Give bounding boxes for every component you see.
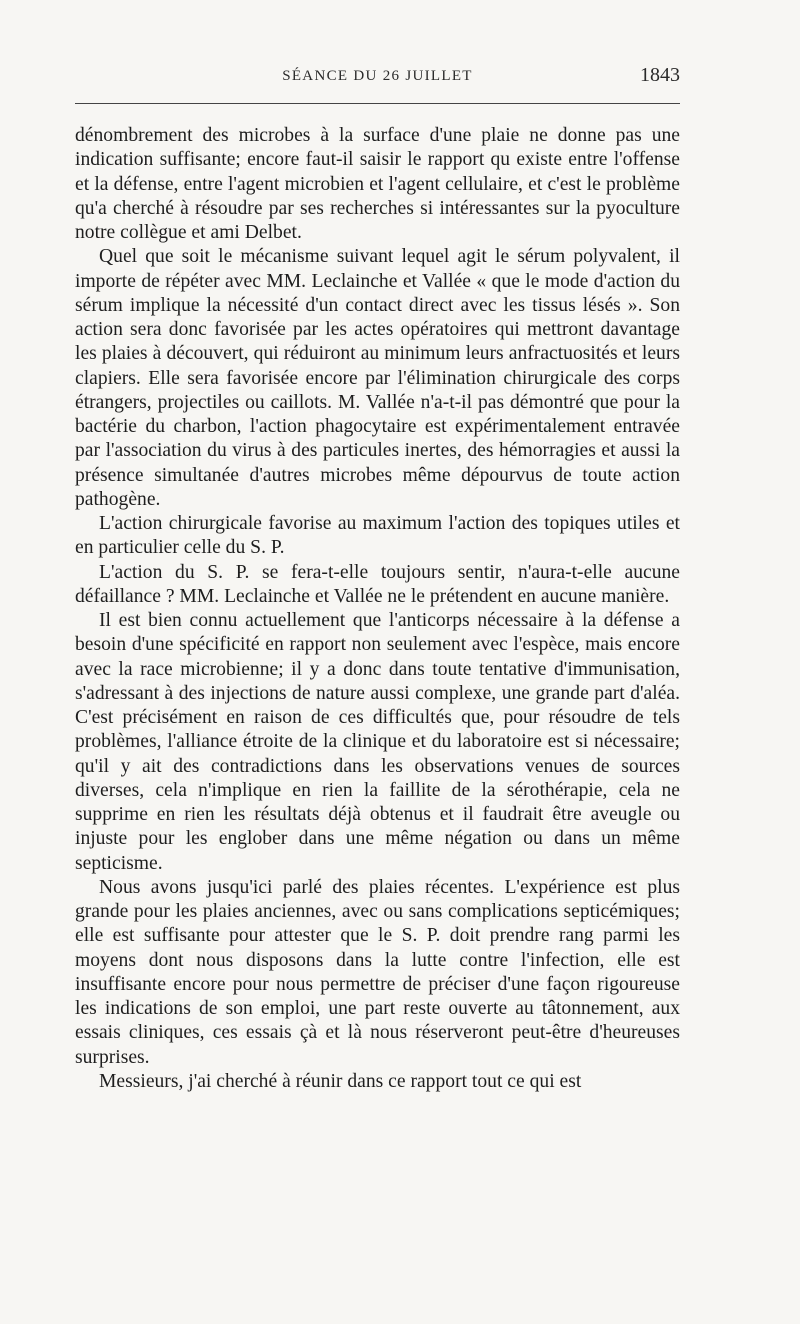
paragraph: Quel que soit le mécanisme suivant lequel agit le sérum polyvalent, il importe de répéter avec MM. Leclainche et Vallée « que le mode d'action du sérum implique la nécessité d'un contact direct avec les tissus lésés ». Son action sera donc favorisée par les actes opératoires qui mettront davantage les plaies à découvert, qui réduiront au minimum leurs anfractuosités et leurs clapiers. Elle sera favorisée encore par l'élimination chirurgicale des corps étrangers, projectiles ou caillots. M. Vallée n'a-t-il pas démontré que pour la bactérie du charbon, l'action phagocytaire est expérimentalement entravée par l'association du virus à des particules inertes, des hémorragies et aussi la présence simultanée d'autres microbes même dépourvus de toute action pathogène. xyxy=(75,246,680,510)
paragraph: Messieurs, j'ai cherché à réunir dans ce rapport tout ce qui est xyxy=(99,1070,582,1092)
running-head: SÉANCE DU 26 JUILLET xyxy=(282,68,473,84)
paragraph: L'action chirurgicale favorise au maximum l'action des topiques utiles et en particulier celle du S. P. xyxy=(75,513,680,559)
paragraph: L'action du S. P. se fera-t-elle toujours sentir, n'aura-t-elle aucune défaillance ? MM. Leclainche et Vallée ne le prétendent en aucune manière. xyxy=(75,561,680,607)
paragraph: Nous avons jusqu'ici parlé des plaies récentes. L'expérience est plus grande pour les plaies anciennes, avec ou sans complications septicémiques; elle est suffisante pour attester que le S. P. doit prendre rang parmi les moyens dont nous disposons dans la lutte contre l'infection, elle est insuffisante encore pour nous permettre de préciser d'une façon rigoureuse les indications de son emploi, une part reste ouverte au tâtonnement, aux essais cliniques, ces essais çà et là nous réserveront peut-être d'heureuses surprises. xyxy=(75,876,680,1068)
page-header xyxy=(75,64,680,94)
header-rule xyxy=(75,103,680,104)
paragraph: dénombrement des microbes à la surface d'une plaie ne donne pas une indication suffisante; encore faut-il saisir le rapport qu existe entre l'offense et la défense, entre l'agent microbien et l'agent cellulaire, et c'est le problème qu'a cherché à résoudre par ses recherches si intéressantes sur la pyoculture notre collègue et ami Delbet. xyxy=(75,125,680,243)
page-number: 1843 xyxy=(640,64,680,86)
body-text xyxy=(75,124,680,1094)
paragraph: Il est bien connu actuellement que l'anticorps nécessaire à la défense a besoin d'une spécificité en rapport non seulement avec l'espèce, mais encore avec la race microbienne; il y a donc dans toute tentative d'immunisation, s'adressant à des injections de nature aussi complexe, une grande part d'aléa. C'est précisément en raison de ces difficultés que, pour résoudre de tels problèmes, l'alliance étroite de la clinique et du laboratoire est si nécessaire; qu'il y ait des contradictions dans les observations venues de sources diverses, cela n'implique en rien la faillite de la sérothérapie, cela ne supprime en rien les résultats déjà obtenus et il faudrait être aveugle ou injuste pour les englober dans une même négation ou dans un même septicisme. xyxy=(75,610,680,874)
